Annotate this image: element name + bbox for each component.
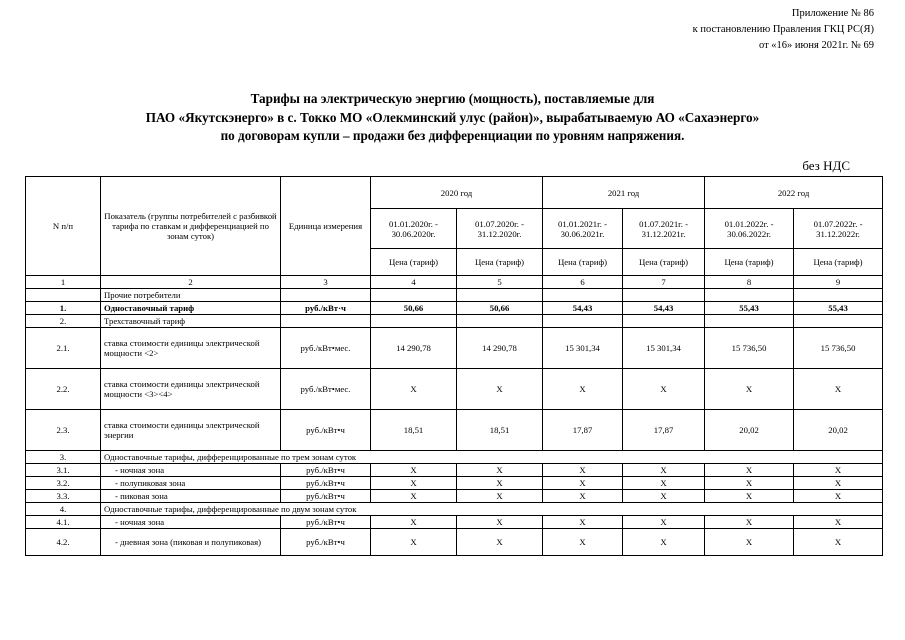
row-unit: руб./кВт•мес. xyxy=(281,328,371,369)
row-unit: руб./кВт•ч xyxy=(281,464,371,477)
header-period: 01.01.2021г. - 30.06.2021г. xyxy=(543,209,623,249)
row-label: Одноставочный тариф xyxy=(101,302,281,315)
row-value: Х xyxy=(371,529,457,556)
row-label: - дневная зона (пиковая и полупиковая) xyxy=(101,529,281,556)
row-value: Х xyxy=(371,516,457,529)
row-label: ставка стоимости единицы электрической мощности <3><4> xyxy=(101,369,281,410)
row-label: Одноставочные тарифы, дифференцированные по двум зонам суток xyxy=(101,503,883,516)
row-value: Х xyxy=(457,490,543,503)
header-price: Цена (тариф) xyxy=(794,249,883,276)
col-number: 7 xyxy=(623,276,705,289)
col-number: 3 xyxy=(281,276,371,289)
row-label: - пиковая зона xyxy=(101,490,281,503)
row-value: 15 301,34 xyxy=(623,328,705,369)
row-value: 50,66 xyxy=(371,302,457,315)
title-line-3: по договорам купли – продажи без дифференциации по уровням напряжения. xyxy=(220,128,685,143)
title-line-2: ПАО «Якутскэнерго» в с. Токко МО «Олекминский улус (район)», вырабатываемую АО «Сахаэнерго» xyxy=(145,109,760,125)
row-unit: руб./кВт·ч xyxy=(281,302,371,315)
vat-note: без НДС xyxy=(802,158,850,173)
row-label: ставка стоимости единицы электрической энергии xyxy=(101,410,281,451)
row-value: Х xyxy=(457,529,543,556)
table-row xyxy=(26,289,883,302)
row-value: Х xyxy=(794,477,883,490)
row-label: - ночная зона xyxy=(101,464,281,477)
row-value: Х xyxy=(623,477,705,490)
column-number-row xyxy=(26,276,883,289)
row-value: Х xyxy=(371,464,457,477)
row-value: 54,43 xyxy=(623,302,705,315)
header-price: Цена (тариф) xyxy=(623,249,705,276)
row-value: Х xyxy=(543,490,623,503)
row-unit: руб./кВт•ч xyxy=(281,516,371,529)
table-row xyxy=(26,369,883,410)
header-period: 01.07.2021г. - 31.12.2021г. xyxy=(623,209,705,249)
header-year-2021: 2021 год xyxy=(543,177,705,209)
row-num: 3. xyxy=(26,451,101,464)
row-value: Х xyxy=(705,464,794,477)
header-num: N п/п xyxy=(26,177,101,276)
row-value: 18,51 xyxy=(371,410,457,451)
row-unit: руб./кВт•мес. xyxy=(281,369,371,410)
table-row xyxy=(26,410,883,451)
row-value: 15 736,50 xyxy=(794,328,883,369)
table-row xyxy=(26,464,883,477)
table-row xyxy=(26,477,883,490)
row-value: Х xyxy=(543,516,623,529)
row-value: Х xyxy=(705,477,794,490)
row-value: 15 736,50 xyxy=(705,328,794,369)
col-number: 8 xyxy=(705,276,794,289)
row-unit: руб./кВт•ч xyxy=(281,410,371,451)
row-value: 55,43 xyxy=(705,302,794,315)
row-unit: руб./кВт•ч xyxy=(281,477,371,490)
title-line-1: Тарифы на электрическую энергию (мощность), поставляемые для xyxy=(250,91,655,106)
row-value: Х xyxy=(371,369,457,410)
row-value: Х xyxy=(543,369,623,410)
header-row-years xyxy=(26,177,883,209)
row-value: Х xyxy=(543,529,623,556)
row-num: 4.2. xyxy=(26,529,101,556)
row-value: 20,02 xyxy=(794,410,883,451)
table-row xyxy=(26,315,883,328)
row-label: Одноставочные тарифы, дифференцированные по трем зонам суток xyxy=(101,451,883,464)
resolution-line: к постановлению Правления ГКЦ РС(Я) xyxy=(692,24,874,35)
row-value: 17,87 xyxy=(543,410,623,451)
row-value: Х xyxy=(794,529,883,556)
row-label: Трехставочный тариф xyxy=(101,315,281,328)
row-num: 2.1. xyxy=(26,328,101,369)
row-value: Х xyxy=(457,464,543,477)
row-label: - ночная зона xyxy=(101,516,281,529)
row-value: 15 301,34 xyxy=(543,328,623,369)
row-num: 4.1. xyxy=(26,516,101,529)
header-year-2020: 2020 год xyxy=(371,177,543,209)
header-period: 01.01.2022г. - 30.06.2022г. xyxy=(705,209,794,249)
header-unit: Единица измерения xyxy=(281,177,371,276)
row-value: Х xyxy=(705,490,794,503)
row-num: 2.2. xyxy=(26,369,101,410)
row-value: Х xyxy=(794,516,883,529)
header-price: Цена (тариф) xyxy=(457,249,543,276)
header-price: Цена (тариф) xyxy=(705,249,794,276)
col-number: 1 xyxy=(26,276,101,289)
header-period: 01.07.2020г. - 31.12.2020г. xyxy=(457,209,543,249)
header-period: 01.07.2022г. - 31.12.2022г. xyxy=(794,209,883,249)
row-value: Х xyxy=(371,477,457,490)
table-row xyxy=(26,328,883,369)
row-value: Х xyxy=(623,490,705,503)
row-value: Х xyxy=(705,529,794,556)
row-unit: руб./кВт•ч xyxy=(281,529,371,556)
row-unit: руб./кВт•ч xyxy=(281,490,371,503)
tariff-table xyxy=(25,176,883,556)
row-value: Х xyxy=(623,369,705,410)
row-value: 54,43 xyxy=(543,302,623,315)
row-value: 50,66 xyxy=(457,302,543,315)
row-num: 3.1. xyxy=(26,464,101,477)
table-row xyxy=(26,516,883,529)
row-num: 3.2. xyxy=(26,477,101,490)
row-value: Х xyxy=(623,464,705,477)
row-value: Х xyxy=(457,477,543,490)
header-period: 01.01.2020г. - 30.06.2020г. xyxy=(371,209,457,249)
header-price: Цена (тариф) xyxy=(543,249,623,276)
row-value: Х xyxy=(794,490,883,503)
row-value: Х xyxy=(371,490,457,503)
table-row xyxy=(26,302,883,315)
table-row xyxy=(26,490,883,503)
appendix-line: Приложение № 86 xyxy=(791,8,874,19)
row-value: 18,51 xyxy=(457,410,543,451)
header-year-2022: 2022 год xyxy=(705,177,883,209)
group-label: Прочие потребители xyxy=(101,289,281,302)
row-num: 1. xyxy=(26,302,101,315)
row-num: 2.3. xyxy=(26,410,101,451)
date-line: от «16» июня 2021г. № 69 xyxy=(758,40,874,51)
row-value: 20,02 xyxy=(705,410,794,451)
row-num: 3.3. xyxy=(26,490,101,503)
col-number: 6 xyxy=(543,276,623,289)
row-value: Х xyxy=(794,464,883,477)
col-number: 5 xyxy=(457,276,543,289)
row-value: 14 290,78 xyxy=(371,328,457,369)
table-row xyxy=(26,451,883,464)
row-value: Х xyxy=(794,369,883,410)
row-value: 17,87 xyxy=(623,410,705,451)
row-value: Х xyxy=(457,369,543,410)
row-value: Х xyxy=(543,477,623,490)
table-row xyxy=(26,503,883,516)
row-num: 2. xyxy=(26,315,101,328)
row-label: ставка стоимости единицы электрической мощности <2> xyxy=(101,328,281,369)
col-number: 9 xyxy=(794,276,883,289)
row-label: - полупиковая зона xyxy=(101,477,281,490)
row-value: Х xyxy=(705,369,794,410)
col-number: 2 xyxy=(101,276,281,289)
row-value: 14 290,78 xyxy=(457,328,543,369)
appendix-note xyxy=(693,6,874,54)
col-number: 4 xyxy=(371,276,457,289)
row-value: Х xyxy=(623,516,705,529)
row-num: 4. xyxy=(26,503,101,516)
header-price: Цена (тариф) xyxy=(371,249,457,276)
table-row xyxy=(26,529,883,556)
row-value: Х xyxy=(705,516,794,529)
row-value: Х xyxy=(457,516,543,529)
row-value: Х xyxy=(623,529,705,556)
document-title xyxy=(0,90,905,146)
row-value: 55,43 xyxy=(794,302,883,315)
header-indicator: Показатель (группы потребителей с разбивкой тарифа по ставкам и дифференциацией по зонам суток) xyxy=(101,177,281,276)
row-value: Х xyxy=(543,464,623,477)
